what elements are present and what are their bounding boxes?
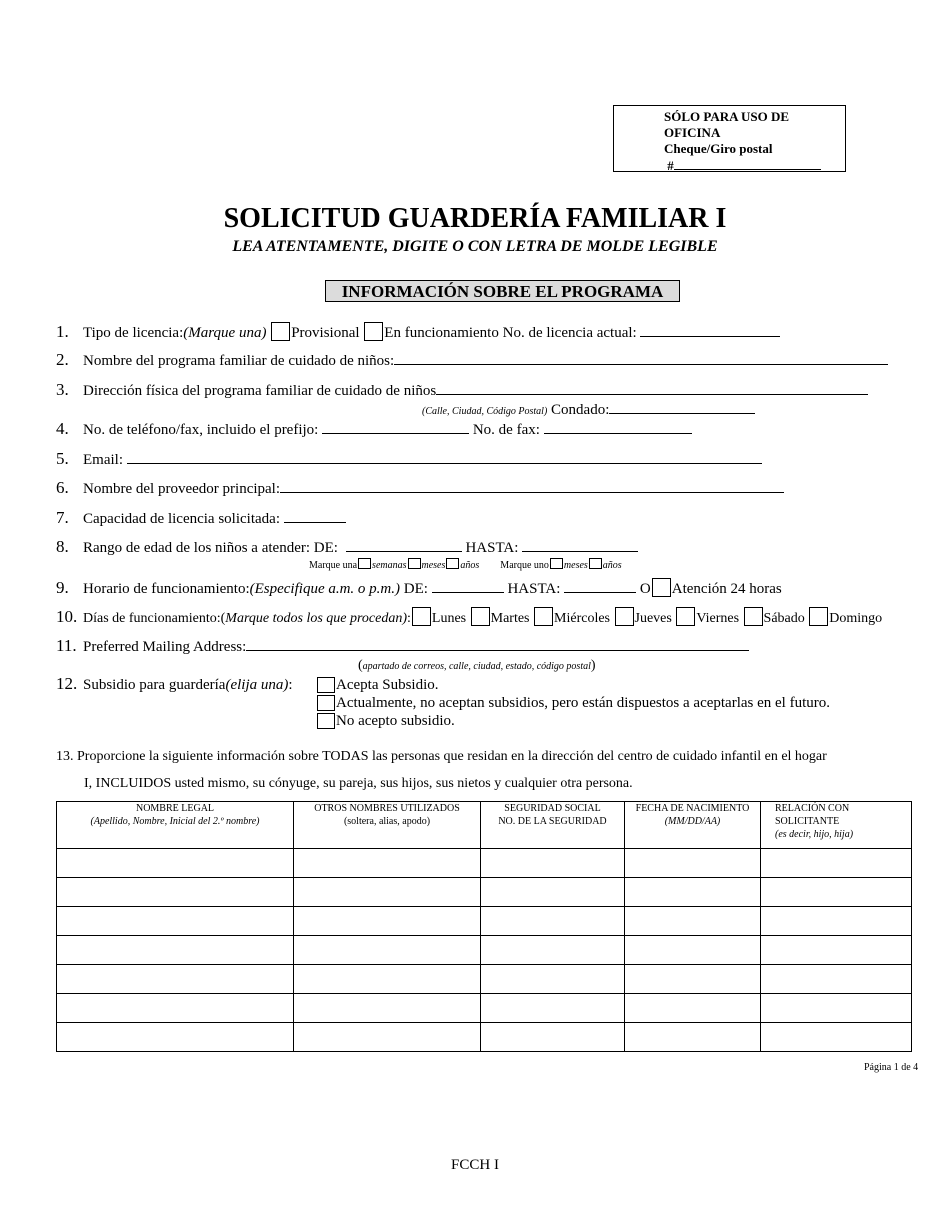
table-cell[interactable] — [625, 849, 761, 878]
hours-to-field[interactable] — [564, 579, 636, 593]
subsidy-option-3: No acepto subsidio. — [316, 712, 455, 730]
fax-field[interactable] — [544, 420, 692, 434]
table-cell[interactable] — [481, 849, 625, 878]
age-from-field[interactable] — [346, 538, 462, 552]
table-cell[interactable] — [57, 1023, 294, 1052]
question-4: 4. No. de teléfono/fax, incluido el prefijo: No. de fax: — [56, 420, 692, 439]
office-use-box — [613, 105, 846, 172]
ssn-header: SEGURIDAD SOCIAL NO. DE LA SEGURIDAD — [481, 802, 625, 849]
office-check-number[interactable]: # — [664, 157, 821, 174]
birthdate-header: FECHA DE NACIMIENTO (MM/DD/AA) — [625, 802, 761, 849]
table-row — [57, 994, 912, 1023]
thursday-checkbox[interactable] — [615, 607, 634, 626]
provisional-checkbox[interactable] — [271, 322, 290, 341]
table-cell[interactable] — [625, 936, 761, 965]
question-12: 12. Subsidio para guardería(elija una): — [56, 674, 293, 693]
table-cell[interactable] — [761, 878, 912, 907]
mailing-address-field[interactable] — [246, 637, 749, 651]
question-13-line-1: 13. Proporcione la siguiente información sobre TODAS las personas que residan en la dirección del centro de cuidado infantil en el hogar — [56, 749, 827, 764]
monday-checkbox[interactable] — [412, 607, 431, 626]
question-5: 5. Email: — [56, 450, 762, 469]
table-cell[interactable] — [481, 878, 625, 907]
section-heading: INFORMACIÓN SOBRE EL PROGRAMA — [325, 280, 680, 302]
table-cell[interactable] — [57, 965, 294, 994]
24-hours-checkbox[interactable] — [652, 578, 671, 597]
provider-name-field[interactable] — [280, 479, 784, 493]
table-cell[interactable] — [761, 965, 912, 994]
page-number: Página 1 de 4 — [864, 1062, 919, 1073]
program-name-field[interactable] — [394, 351, 888, 365]
question-2: 2. Nombre del programa familiar de cuidado de niños: — [56, 351, 888, 370]
tuesday-checkbox[interactable] — [471, 607, 490, 626]
to-weeks-checkbox[interactable] — [550, 558, 563, 569]
from-years-checkbox[interactable] — [446, 558, 459, 569]
office-label-2: OFICINA — [664, 125, 721, 140]
physical-address-field[interactable] — [436, 381, 868, 395]
table-cell[interactable] — [481, 907, 625, 936]
table-header-row — [57, 802, 912, 849]
age-to-field[interactable] — [522, 538, 638, 552]
page-subtitle: LEA ATENTAMENTE, DIGITE O CON LETRA DE MOLDE LEGIBLE — [232, 238, 718, 255]
page-title: SOLICITUD GUARDERÍA FAMILIAR I — [223, 203, 727, 234]
table-cell[interactable] — [625, 907, 761, 936]
question-3: 3. Dirección física del programa familiar de cuidado de niños — [56, 381, 868, 400]
table-cell[interactable] — [57, 907, 294, 936]
question-8-units: Marque una semanas meses años Marque uno meses años — [309, 560, 622, 571]
table-cell[interactable] — [625, 994, 761, 1023]
future-subsidy-checkbox[interactable] — [317, 695, 335, 711]
question-1: 1. Tipo de licencia:(Marque una) Provisional En funcionamiento No. de licencia actual: — [56, 322, 780, 342]
table-cell[interactable] — [57, 994, 294, 1023]
table-cell[interactable] — [761, 936, 912, 965]
question-3-sub: (Calle, Ciudad, Código Postal) Condado: — [422, 400, 755, 421]
sunday-checkbox[interactable] — [809, 607, 828, 626]
saturday-checkbox[interactable] — [744, 607, 763, 626]
question-8: 8. Rango de edad de los niños a atender: DE: HASTA: — [56, 538, 638, 557]
question-9: 9. Horario de funcionamiento:(Especifique a.m. o p.m.) DE: HASTA: O Atención 24 horas — [56, 578, 782, 597]
table-cell[interactable] — [761, 1023, 912, 1052]
table-cell[interactable] — [625, 965, 761, 994]
subsidy-option-2: Actualmente, no aceptan subsidios, pero están dispuestos a aceptarlas en el futuro. — [316, 694, 830, 712]
from-months-checkbox[interactable] — [408, 558, 421, 569]
household-members-table — [56, 801, 912, 1052]
legal-name-header: NOMBRE LEGAL (Apellido, Nombre, Inicial del 2.º nombre) — [57, 802, 294, 849]
question-11: 11. Preferred Mailing Address: — [56, 637, 749, 656]
county-field[interactable] — [609, 400, 755, 414]
operating-checkbox[interactable] — [364, 322, 383, 341]
table-cell[interactable] — [294, 1023, 481, 1052]
table-row — [57, 965, 912, 994]
relationship-header: RELACIÓN CON SOLICITANTE (es decir, hijo, hija) — [761, 802, 912, 849]
question-11-hint: (apartado de correos, calle, ciudad, estado, código postal) — [358, 658, 596, 673]
phone-field[interactable] — [322, 420, 469, 434]
wednesday-checkbox[interactable] — [534, 607, 553, 626]
table-row — [57, 878, 912, 907]
question-13-line-2: I, INCLUIDOS usted mismo, su cónyuge, su pareja, sus hijos, sus nietos y cualquier otra persona. — [84, 776, 633, 791]
table-cell[interactable] — [294, 936, 481, 965]
license-number-field[interactable] — [640, 323, 780, 337]
table-cell[interactable] — [294, 907, 481, 936]
no-subsidy-checkbox[interactable] — [317, 713, 335, 729]
table-row — [57, 849, 912, 878]
table-cell[interactable] — [625, 878, 761, 907]
question-7: 7. Capacidad de licencia solicitada: — [56, 509, 346, 528]
table-cell[interactable] — [481, 1023, 625, 1052]
office-label-1: SÓLO PARA USO DE — [664, 109, 790, 124]
table-cell[interactable] — [57, 936, 294, 965]
hours-from-field[interactable] — [432, 579, 504, 593]
capacity-field[interactable] — [284, 509, 346, 523]
table-cell[interactable] — [57, 878, 294, 907]
friday-checkbox[interactable] — [676, 607, 695, 626]
question-10: 10. Días de funcionamiento:(Marque todos los que procedan): Lunes Martes Miércoles Jueves Viernes Sábado Domingo — [56, 607, 883, 626]
subsidy-option-1: Acepta Subsidio. — [316, 676, 439, 694]
table-cell[interactable] — [294, 849, 481, 878]
table-cell[interactable] — [761, 849, 912, 878]
table-cell[interactable] — [761, 907, 912, 936]
table-cell[interactable] — [57, 849, 294, 878]
accept-subsidy-checkbox[interactable] — [317, 677, 335, 693]
table-row — [57, 907, 912, 936]
table-cell[interactable] — [481, 936, 625, 965]
table-row — [57, 936, 912, 965]
form-code: FCCH I — [451, 1157, 499, 1173]
email-field[interactable] — [127, 450, 762, 464]
table-cell[interactable] — [481, 965, 625, 994]
table-cell[interactable] — [481, 994, 625, 1023]
table-row — [57, 1023, 912, 1052]
table-cell[interactable] — [294, 878, 481, 907]
table-cell[interactable] — [761, 994, 912, 1023]
other-names-header: OTROS NOMBRES UTILIZADOS (soltera, alias, apodo) — [294, 802, 481, 849]
question-6: 6. Nombre del proveedor principal: — [56, 479, 784, 498]
from-weeks-checkbox[interactable] — [358, 558, 371, 569]
office-label-3: Cheque/Giro postal — [664, 141, 773, 156]
to-months-checkbox[interactable] — [589, 558, 602, 569]
table-cell[interactable] — [294, 965, 481, 994]
table-cell[interactable] — [294, 994, 481, 1023]
table-cell[interactable] — [625, 1023, 761, 1052]
